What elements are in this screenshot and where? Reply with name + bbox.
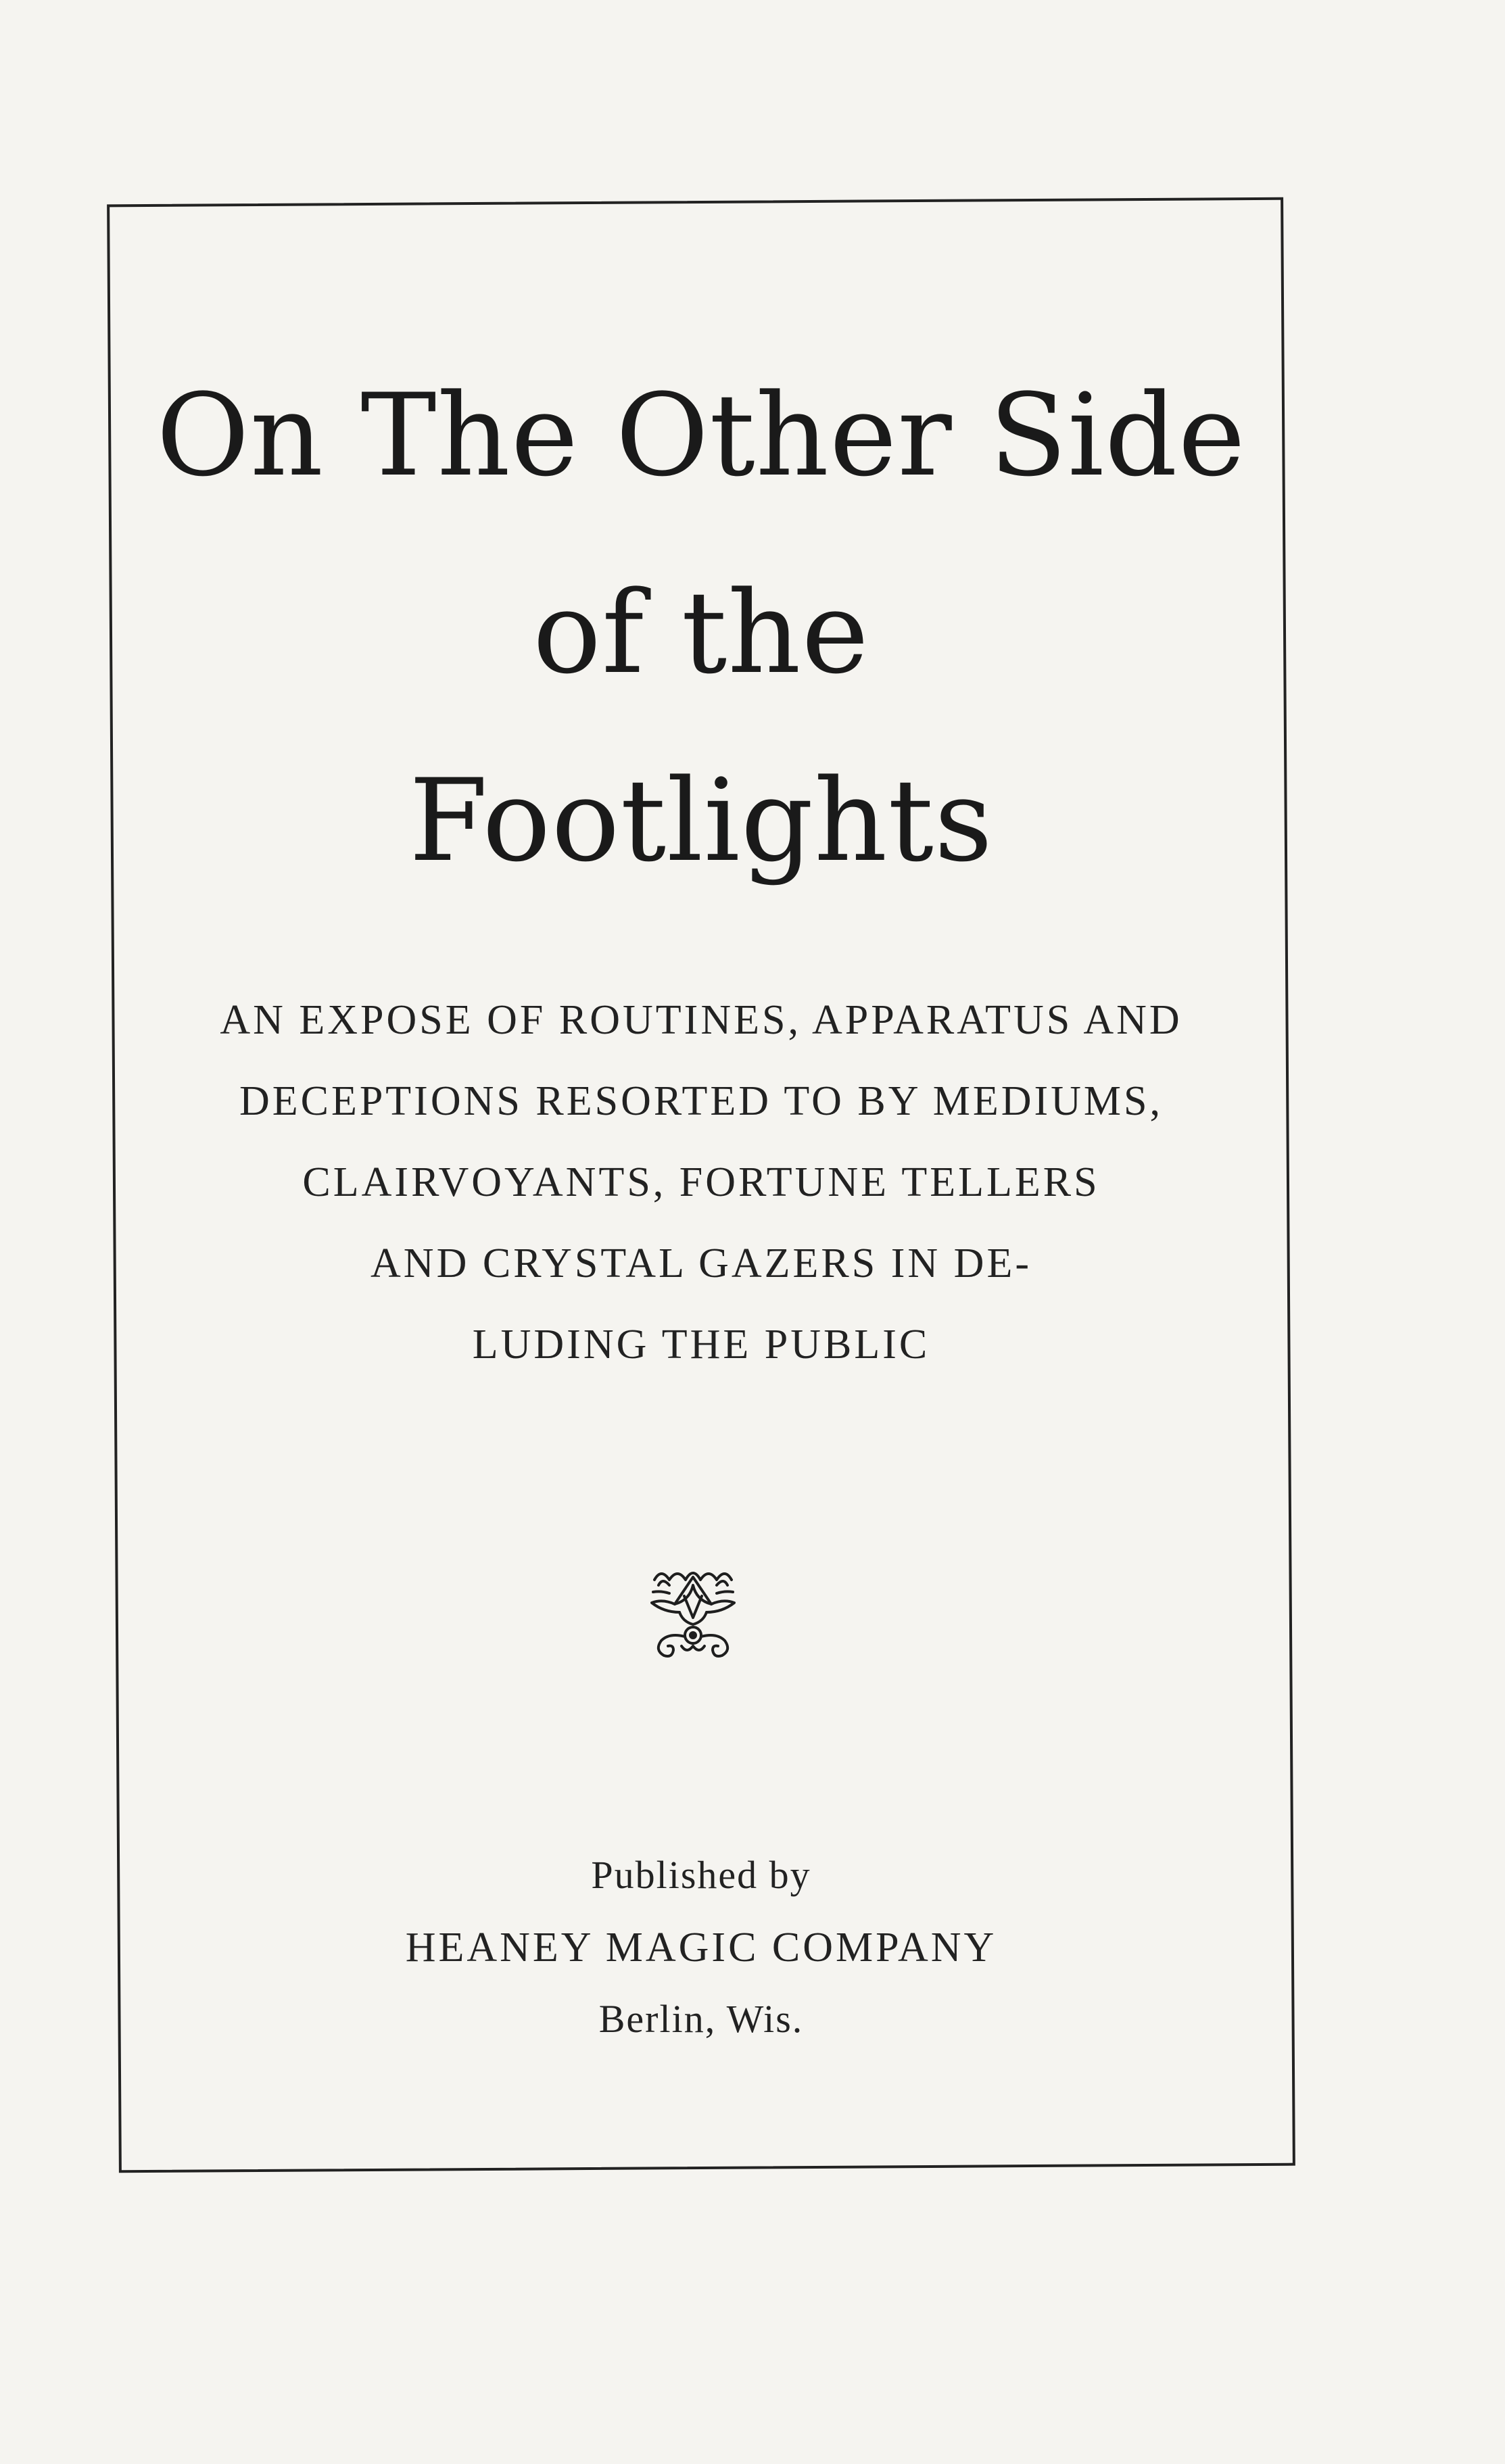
floral-ornament-icon: [642, 1565, 744, 1666]
publisher-location: Berlin, Wis.: [598, 1997, 804, 2041]
published-by-label: Published by: [591, 1853, 811, 1897]
title-line-2: of the: [533, 566, 869, 699]
subtitle-line-4: AND CRYSTAL GAZERS IN DE-: [371, 1240, 1032, 1286]
subtitle-line-3: CLAIRVOYANTS, FORTUNE TELLERS: [302, 1159, 1100, 1205]
title-line-3: Footlights: [408, 754, 994, 887]
subtitle-line-5: LUDING THE PUBLIC: [472, 1322, 930, 1368]
title-line-1: On The Other Side: [156, 369, 1246, 502]
subtitle-line-1: AN EXPOSE OF ROUTINES, APPARATUS AND: [220, 997, 1182, 1043]
subtitle-line-2: DECEPTIONS RESORTED TO BY MEDIUMS,: [239, 1078, 1164, 1124]
publisher-name: HEANEY MAGIC COMPANY: [405, 1925, 997, 1971]
